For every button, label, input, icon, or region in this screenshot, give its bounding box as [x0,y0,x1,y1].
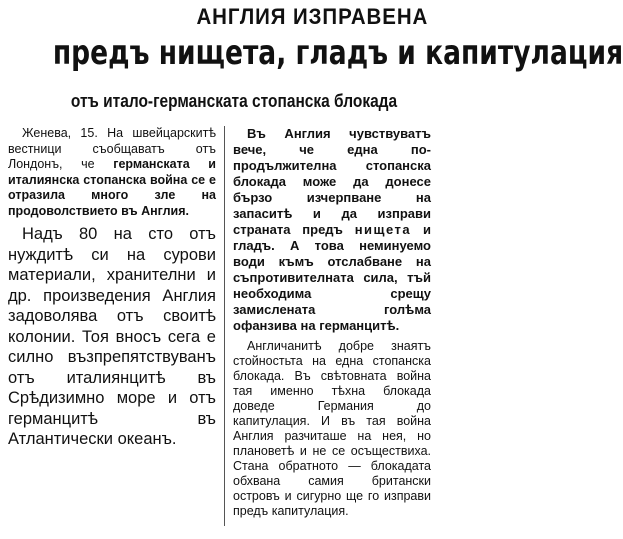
blockade-text: Въ Англия чувствуватъ вече, че една по-продължителна стопанска блокада може да донесе бързо изчерпване на запаситѣ и да изправи страната предъ [233,126,431,237]
article-headline: предъ нищета, гладъ и капитулация [52,33,623,73]
blockade-text-end: и гладъ. А това неминуемо води къмъ отслабване на съпротивителната сила, тъй необходима срещу замислената голѣма офанзива на германцитѣ. [233,222,431,333]
column-divider [224,126,225,526]
right-column [233,126,431,524]
blockade-spaced-word: нищета [354,222,412,237]
article-subheadline: отъ итало-германската стопанска блокада [70,91,398,111]
imports-paragraph [8,224,216,450]
imports-text: Надъ 80 на сто отъ нуждитѣ си на сурови материали, хранителни и др. произведения Англия задоволява отъ своитѣ колонии. Тоя вносъ сега е силно възпрепятствуванъ отъ италиянцитѣ въ Срѣдизимно море и отъ германцитѣ въ Атлантически океанъ. [8,225,216,448]
value-paragraph [233,339,431,519]
dateline-paragraph [8,126,216,219]
left-column [8,126,216,455]
article-kicker: АНГЛИЯ ИЗПРАВЕНА [196,4,428,29]
blockade-paragraph [233,126,431,334]
dateline-emphasis: германската и италиянска стопанска война се е отразила много зле на продоволствието въ Англия. [8,157,216,218]
dateline-text: Женева, 15. На швейцарскитѣ вестници съобщаватъ отъ Лондонъ, че [8,126,216,171]
value-text: Англичанитѣ добре знаятъ стойностьта на една стопанска блокада. Въ свѣтовната война тая именно тѣхна блокада доведе Германия до капитулация. И въ тая война Англия разчиташе на нея, но плановетѣ и не се осъществиха. Стана обратното — блокадата обхвана самия британски островъ и сигурно ще го изправи предъ капитулация. [233,339,431,518]
